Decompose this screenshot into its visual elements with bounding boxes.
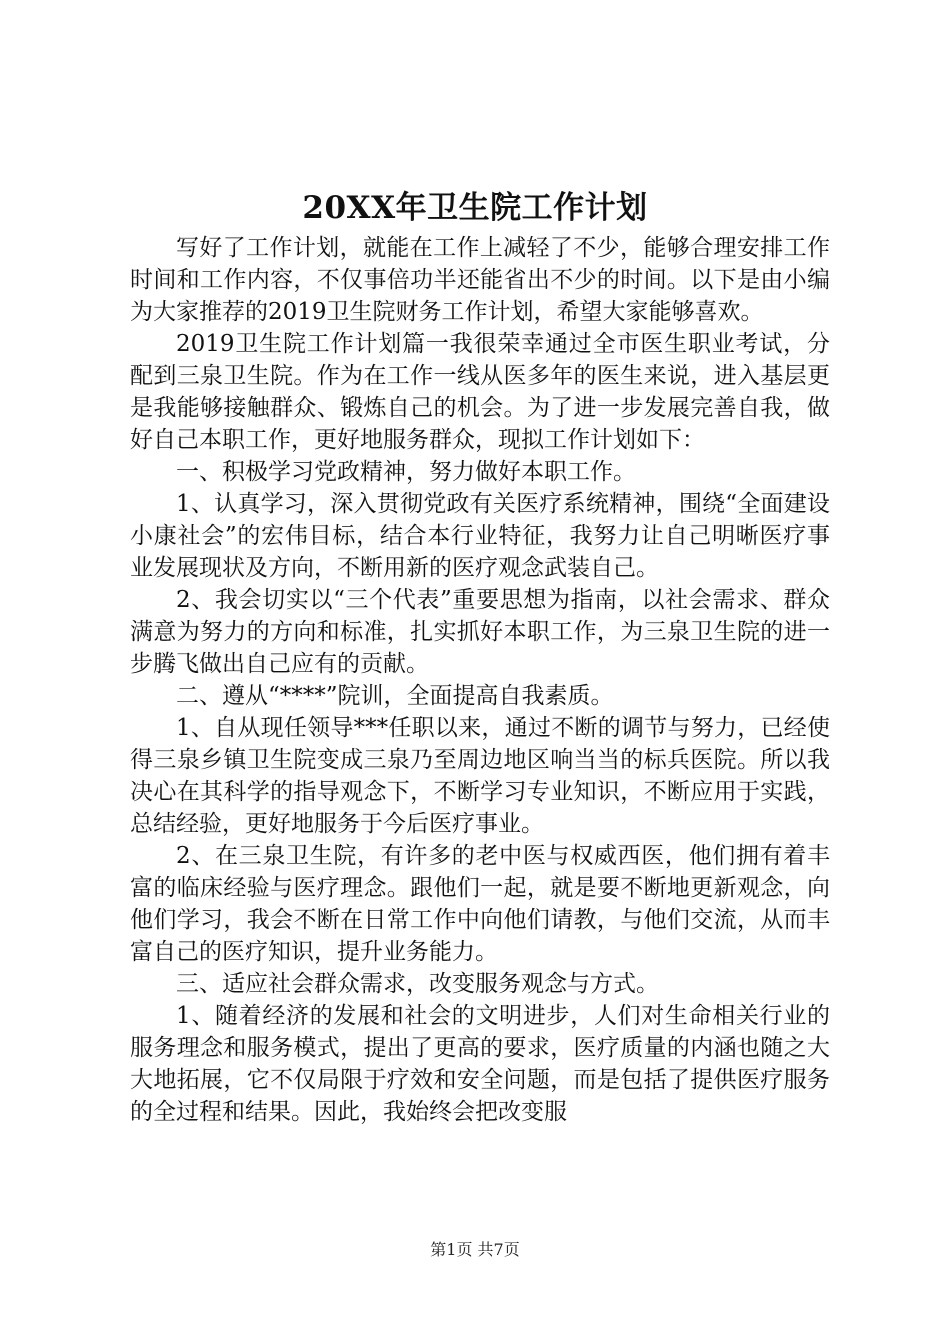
paragraph-2-2: 2、在三泉卫生院，有许多的老中医与权威西医，他们拥有着丰富的临床经验与医疗理念。跟他们一起，就是要不断地更新观念，向他们学习，我会不断在日常工作中向他们请教，与他们交流，从而丰富自己的医疗知识，提升业务能力。 <box>130 843 830 965</box>
paragraph-2-1: 1、自从现任领导***任职以来，通过不断的调节与努力，已经使得三泉乡镇卫生院变成三泉乃至周边地区响当当的标兵医院。所以我决心在其科学的指导观念下，不断学习专业知识，不断应用于实践，总结经验，更好地服务于今后医疗事业。 <box>130 715 830 837</box>
section-heading-1: 一、积极学习党政精神，努力做好本职工作。 <box>176 459 636 485</box>
paragraph-1-1: 1、认真学习，深入贯彻党政有关医疗系统精神，围绕“全面建设小康社会”的宏伟目标，结合本行业特征，我努力让自己明晰医疗事业发展现状及方向，不断用新的医疗观念武装自己。 <box>130 491 830 581</box>
paragraph-3-1: 1、随着经济的发展和社会的文明进步，人们对生命相关行业的服务理念和服务模式，提出了更高的要求，医疗质量的内涵也随之大大地拓展，它不仅局限于疗效和安全问题，而是包括了提供医疗服务的全过程和结果。因此，我始终会把改变服 <box>130 1003 830 1125</box>
page-footer: 第1页 共7页 <box>430 1240 520 1259</box>
paragraph-intro: 写好了工作计划，就能在工作上减轻了不少，能够合理安排工作时间和工作内容，不仅事倍功半还能省出不少的时间。以下是由小编为大家推荐的2019卫生院财务工作计划，希望大家能够喜欢。 <box>130 235 830 325</box>
document-body <box>130 232 830 1128</box>
section-heading-3: 三、适应社会群众需求，改变服务观念与方式。 <box>176 971 659 997</box>
paragraph-plan-intro: 2019卫生院工作计划篇一我很荣幸通过全市医生职业考试，分配到三泉卫生院。作为在工作一线从医多年的医生来说，进入基层更是我能够接触群众、锻炼自己的机会。为了进一步发展完善自我，做好自己本职工作，更好地服务群众，现拟工作计划如下： <box>130 331 830 453</box>
document-title: 20XX年卫生院工作计划 <box>302 190 648 226</box>
section-heading-2: 二、遵从“****”院训，全面提高自我素质。 <box>176 683 614 709</box>
paragraph-1-2: 2、我会切实以“三个代表”重要思想为指南，以社会需求、群众满意为努力的方向和标准，扎实抓好本职工作，为三泉卫生院的进一步腾飞做出自己应有的贡献。 <box>130 587 830 677</box>
